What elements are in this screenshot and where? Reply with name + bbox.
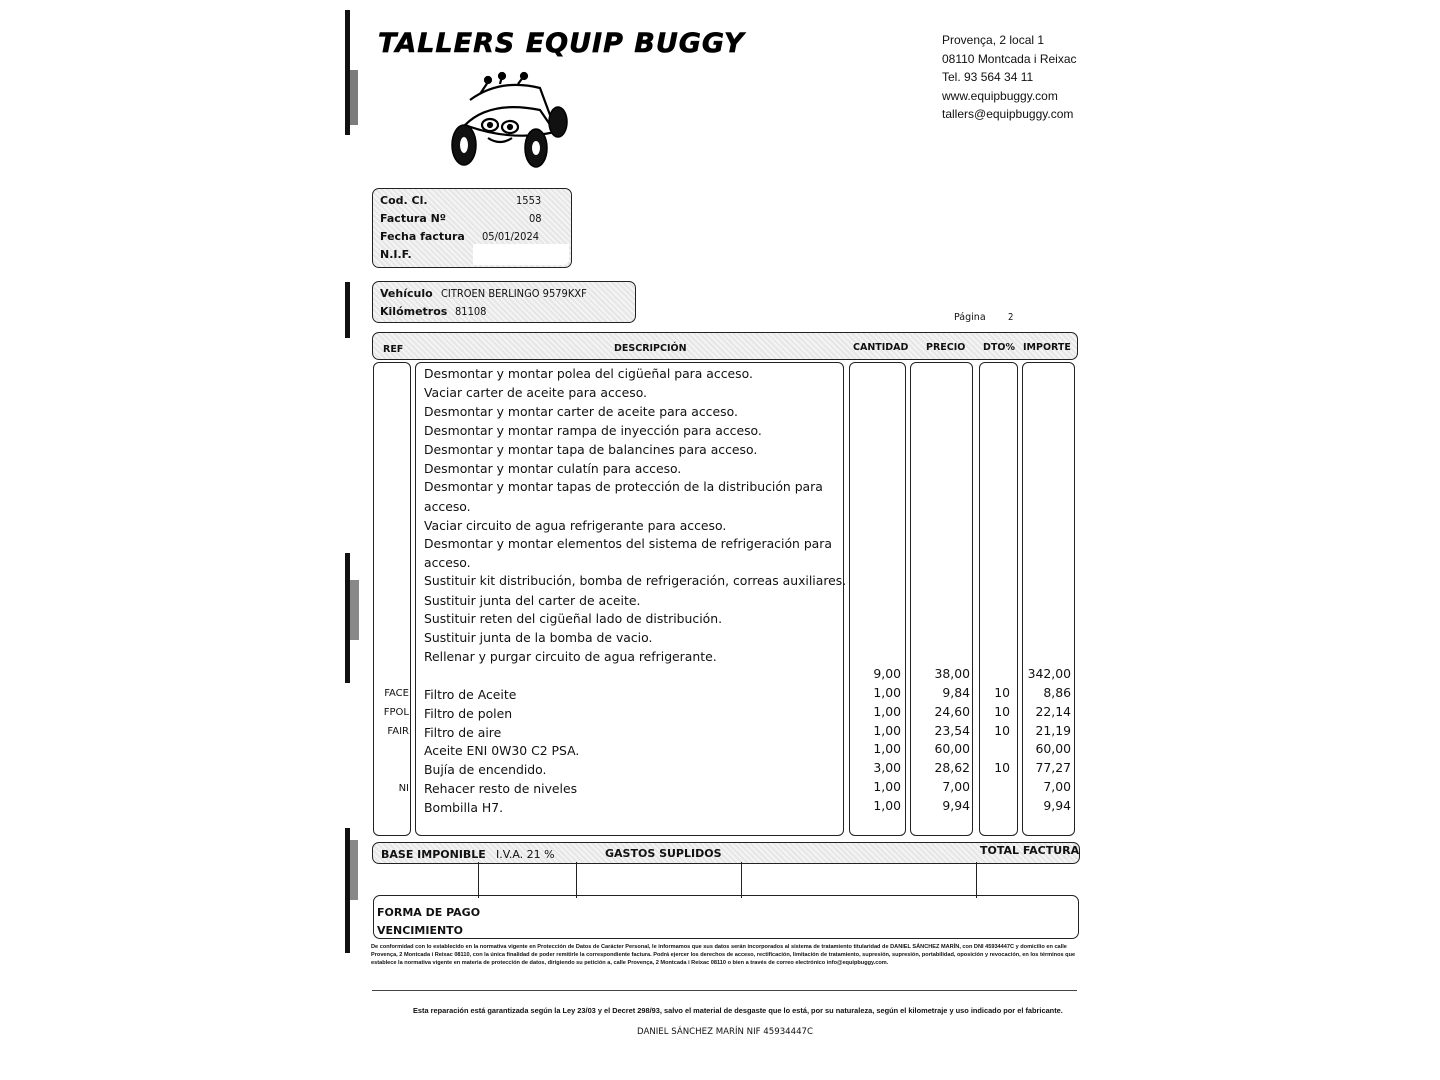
item-price: 9,94	[942, 798, 970, 813]
description-line: Vaciar carter de aceite para acceso.	[424, 385, 648, 400]
email-link[interactable]: tallers@equipbuggy.com	[942, 107, 1074, 121]
payment-box	[373, 895, 1079, 939]
totals-header	[372, 842, 1080, 864]
item-ref: NI	[398, 783, 409, 794]
item-discount: 10	[994, 685, 1010, 700]
item-price: 28,62	[934, 760, 970, 775]
item-discount: 10	[994, 723, 1010, 738]
item-amount: 8,86	[1043, 685, 1071, 700]
header-quantity: CANTIDAD	[853, 342, 909, 353]
owner-nif: DANIEL SÁNCHEZ MARÍN NIF 45934447C	[637, 1027, 814, 1037]
company-address-block	[942, 31, 1077, 124]
item-price: 7,00	[942, 779, 970, 794]
item-price: 24,60	[934, 704, 970, 719]
header-description: DESCRIPCIÓN	[614, 343, 687, 354]
item-amount: 21,19	[1035, 723, 1071, 738]
vehicle-label: Vehículo	[380, 287, 433, 300]
privacy-notice: De conformidad con lo establecido en la normativa vigente en Protección de Datos de Carácter Personal, le informamos que sus datos serán incorporados al sistema de tratamiento titularidad de DANIEL SÁNCHEZ MARÍN, con DNI 45934447C y domicilio en calle Provença, 2 Montcada i Reixac 08110, con la única finalidad de poder remitirle la correspondiente factura. Podrá ejercer los derechos de acceso, rectificación, limitación de tratamiento, supresión, supresión, portabilidad, oposición y revocación, en los términos que establece la normativa vigente en materia de protección de datos, dirigiendo su petición a, calle Provença, 2 Montcada i Reixac 08110 o bien a través de correo electrónico info@equipbuggy.com.	[371, 944, 1076, 966]
description-line: Sustituir junta del carter de aceite.	[424, 593, 641, 608]
item-amount: 22,14	[1035, 704, 1071, 719]
phone: Tel. 93 564 34 11	[942, 70, 1034, 84]
description-line: Desmontar y montar elementos del sistema de refrigeración para	[424, 536, 832, 551]
header-ref: REF	[383, 344, 404, 355]
page-number: 2	[1008, 312, 1014, 323]
description-line: Sustituir kit distribución, bomba de refrigeración, correas auxiliares.	[424, 573, 847, 588]
payment-method-label: FORMA DE PAGO	[377, 906, 481, 919]
description-line: Desmontar y montar rampa de inyección para acceso.	[424, 423, 762, 438]
scan-edge-mark	[350, 580, 359, 640]
description-line: Sustituir reten del cigüeñal lado de distribución.	[424, 611, 723, 626]
item-price: 60,00	[934, 741, 970, 756]
item-quantity: 3,00	[873, 760, 901, 775]
item-description: Rehacer resto de niveles	[424, 781, 578, 796]
description-line: Desmontar y montar tapa de balancines para acceso.	[424, 442, 758, 457]
item-amount: 9,94	[1043, 798, 1071, 813]
labor-price: 38,00	[934, 666, 970, 681]
item-price: 9,84	[942, 685, 970, 700]
item-quantity: 1,00	[873, 723, 901, 738]
header-price: PRECIO	[926, 342, 966, 353]
vehicle-info-box	[372, 281, 636, 323]
company-name: TALLERS EQUIP BUGGY	[378, 28, 745, 59]
item-description: Filtro de polen	[424, 706, 513, 721]
header-discount: DTO%	[983, 342, 1015, 353]
footer-divider	[372, 990, 1077, 991]
invoice-date-label: Fecha factura	[380, 230, 465, 243]
description-line: acceso.	[424, 499, 471, 514]
item-amount: 77,27	[1035, 760, 1071, 775]
base-label: BASE IMPONIBLE	[381, 848, 486, 861]
total-label: TOTAL FACTURA	[980, 844, 1080, 857]
warranty-notice: Esta reparación está garantizada según la Ley 23/03 y el Decret 298/93, salvo el material de desgaste que lo está, por su naturaleza, según el kilometraje y uso indicado por el fabricante.	[413, 1006, 1063, 1015]
client-code-value: 1553	[516, 194, 542, 207]
description-line: Desmontar y montar polea del cigüeñal para acceso.	[424, 366, 753, 381]
description-line: Rellenar y purgar circuito de agua refrigerante.	[424, 649, 717, 664]
invoice-info-box	[372, 188, 572, 268]
expenses-label: GASTOS SUPLIDOS	[605, 847, 722, 860]
item-quantity: 1,00	[873, 685, 901, 700]
description-line: Desmontar y montar carter de aceite para acceso.	[424, 404, 738, 419]
scan-edge-mark	[350, 70, 358, 125]
item-description: Filtro de aire	[424, 725, 502, 740]
ref-column	[373, 362, 411, 836]
item-quantity: 1,00	[873, 704, 901, 719]
due-date-label: VENCIMIENTO	[377, 924, 464, 937]
description-line: Desmontar y montar culatín para acceso.	[424, 461, 682, 476]
km-value: 81108	[455, 305, 487, 318]
totals-value-cells	[373, 862, 1079, 898]
labor-quantity: 9,00	[873, 666, 901, 681]
page-label: Página	[954, 312, 986, 323]
invoice-number-label: Factura Nº	[380, 212, 446, 225]
description-line: Vaciar circuito de agua refrigerante para acceso.	[424, 518, 727, 533]
table-header	[372, 332, 1078, 360]
item-quantity: 1,00	[873, 779, 901, 794]
scan-edge-mark	[350, 840, 358, 900]
description-line: Desmontar y montar tapas de protección de la distribución para	[424, 479, 823, 494]
item-amount: 7,00	[1043, 779, 1071, 794]
scan-edge-mark	[345, 282, 350, 338]
invoice-date-value: 05/01/2024	[482, 230, 540, 243]
item-description: Aceite ENI 0W30 C2 PSA.	[424, 743, 580, 758]
item-ref: FAIR	[387, 726, 409, 737]
description-line: Sustituir junta de la bomba de vacio.	[424, 630, 653, 645]
item-amount: 60,00	[1035, 741, 1071, 756]
item-description: Bombilla H7.	[424, 800, 504, 815]
item-ref: FACE	[384, 688, 409, 699]
item-description: Bujía de encendido.	[424, 762, 547, 777]
item-quantity: 1,00	[873, 798, 901, 813]
nif-label: N.I.F.	[380, 248, 412, 261]
km-label: Kilómetros	[380, 305, 448, 318]
item-discount: 10	[994, 704, 1010, 719]
buggy-logo-icon	[440, 70, 575, 170]
website-link[interactable]: www.equipbuggy.com	[942, 88, 1058, 103]
address-line-2: 08110 Montcada i Reixac	[942, 51, 1077, 66]
client-code-label: Cod. Cl.	[380, 194, 428, 207]
vat-label: I.V.A. 21 %	[496, 848, 555, 861]
description-line: acceso.	[424, 555, 471, 570]
vehicle-value: CITROEN BERLINGO 9579KXF	[441, 287, 587, 300]
header-amount: IMPORTE	[1023, 342, 1071, 353]
item-description: Filtro de Aceite	[424, 687, 517, 702]
item-ref: FPOL	[383, 707, 409, 718]
item-quantity: 1,00	[873, 741, 901, 756]
nif-field	[473, 244, 569, 265]
invoice-number-value: 08	[529, 212, 542, 225]
item-price: 23,54	[934, 723, 970, 738]
address-line-1: Provença, 2 local 1	[942, 33, 1045, 47]
item-discount: 10	[994, 760, 1010, 775]
labor-amount: 342,00	[1027, 666, 1071, 681]
